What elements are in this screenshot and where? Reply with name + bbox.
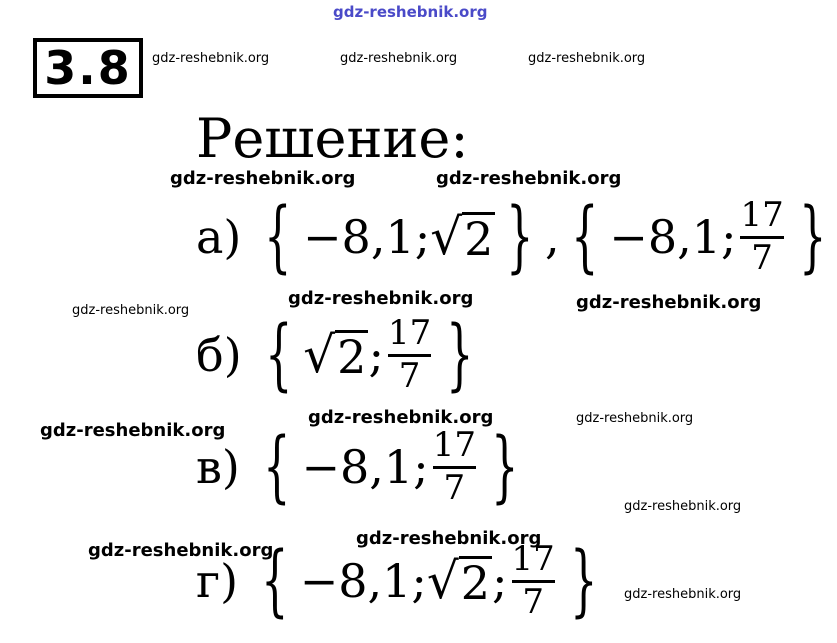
watermark: gdz-reshebnik.org <box>356 528 542 549</box>
fraction <box>432 425 476 508</box>
watermark: gdz-reshebnik.org <box>576 292 762 313</box>
square-root <box>303 325 368 384</box>
watermark: gdz-reshebnik.org <box>576 411 694 426</box>
answer-a <box>196 192 837 283</box>
radicand: 2 <box>460 555 491 610</box>
square-root <box>426 551 492 610</box>
watermark: gdz-reshebnik.org <box>340 51 458 66</box>
radical-sign: √ <box>303 325 336 384</box>
problem-number: 3.8 <box>33 38 143 98</box>
solution-title: Решение: <box>196 107 469 170</box>
number: −8,1; <box>303 210 431 265</box>
left-brace: { <box>570 192 599 283</box>
answer-label: в) <box>196 440 240 495</box>
radicand: 2 <box>464 211 494 266</box>
separator: , <box>545 210 560 265</box>
left-brace: { <box>264 192 292 283</box>
answer-label: г) <box>196 554 239 609</box>
watermark: gdz-reshebnik.org <box>528 51 646 66</box>
watermark: gdz-reshebnik.org <box>288 288 474 309</box>
watermark: gdz-reshebnik.org <box>624 499 742 514</box>
number: −8,1; <box>301 440 429 495</box>
watermark: gdz-reshebnik.org <box>40 420 226 441</box>
right-brace: } <box>506 192 534 283</box>
watermark: gdz-reshebnik.org <box>88 540 274 561</box>
watermark: gdz-reshebnik.org <box>308 407 494 428</box>
answer-b <box>196 310 485 401</box>
watermark: gdz-reshebnik.org <box>333 3 488 21</box>
watermark: gdz-reshebnik.org <box>436 168 622 189</box>
numerator: 17 <box>432 425 476 465</box>
fraction <box>387 313 432 396</box>
number: −8,1; <box>609 210 737 265</box>
right-brace: } <box>446 310 474 401</box>
right-brace: } <box>798 192 827 283</box>
radical-sign: √ <box>426 551 459 610</box>
watermark: gdz-reshebnik.org <box>624 587 742 602</box>
right-brace: } <box>491 422 519 513</box>
fraction <box>740 195 784 278</box>
fraction <box>511 539 555 622</box>
watermark: gdz-reshebnik.org <box>152 51 270 66</box>
left-brace: { <box>261 536 289 627</box>
answer-label: б) <box>196 328 242 383</box>
denominator: 7 <box>398 355 421 396</box>
separator: ; <box>368 328 384 383</box>
numerator: 17 <box>511 539 555 579</box>
answer-v <box>196 422 530 513</box>
separator: ; <box>492 554 508 609</box>
left-brace: { <box>264 310 293 401</box>
denominator: 7 <box>751 237 773 278</box>
right-brace: } <box>569 536 598 627</box>
denominator: 7 <box>443 467 466 508</box>
watermark: gdz-reshebnik.org <box>170 168 356 189</box>
watermark: gdz-reshebnik.org <box>72 303 190 318</box>
denominator: 7 <box>522 581 544 622</box>
answer-label: а) <box>196 210 242 265</box>
left-brace: { <box>263 422 291 513</box>
numerator: 17 <box>740 195 784 235</box>
radical-sign: √ <box>430 207 463 266</box>
square-root <box>430 207 495 266</box>
radicand: 2 <box>337 329 367 384</box>
number: −8,1; <box>299 554 427 609</box>
numerator: 17 <box>387 313 432 353</box>
